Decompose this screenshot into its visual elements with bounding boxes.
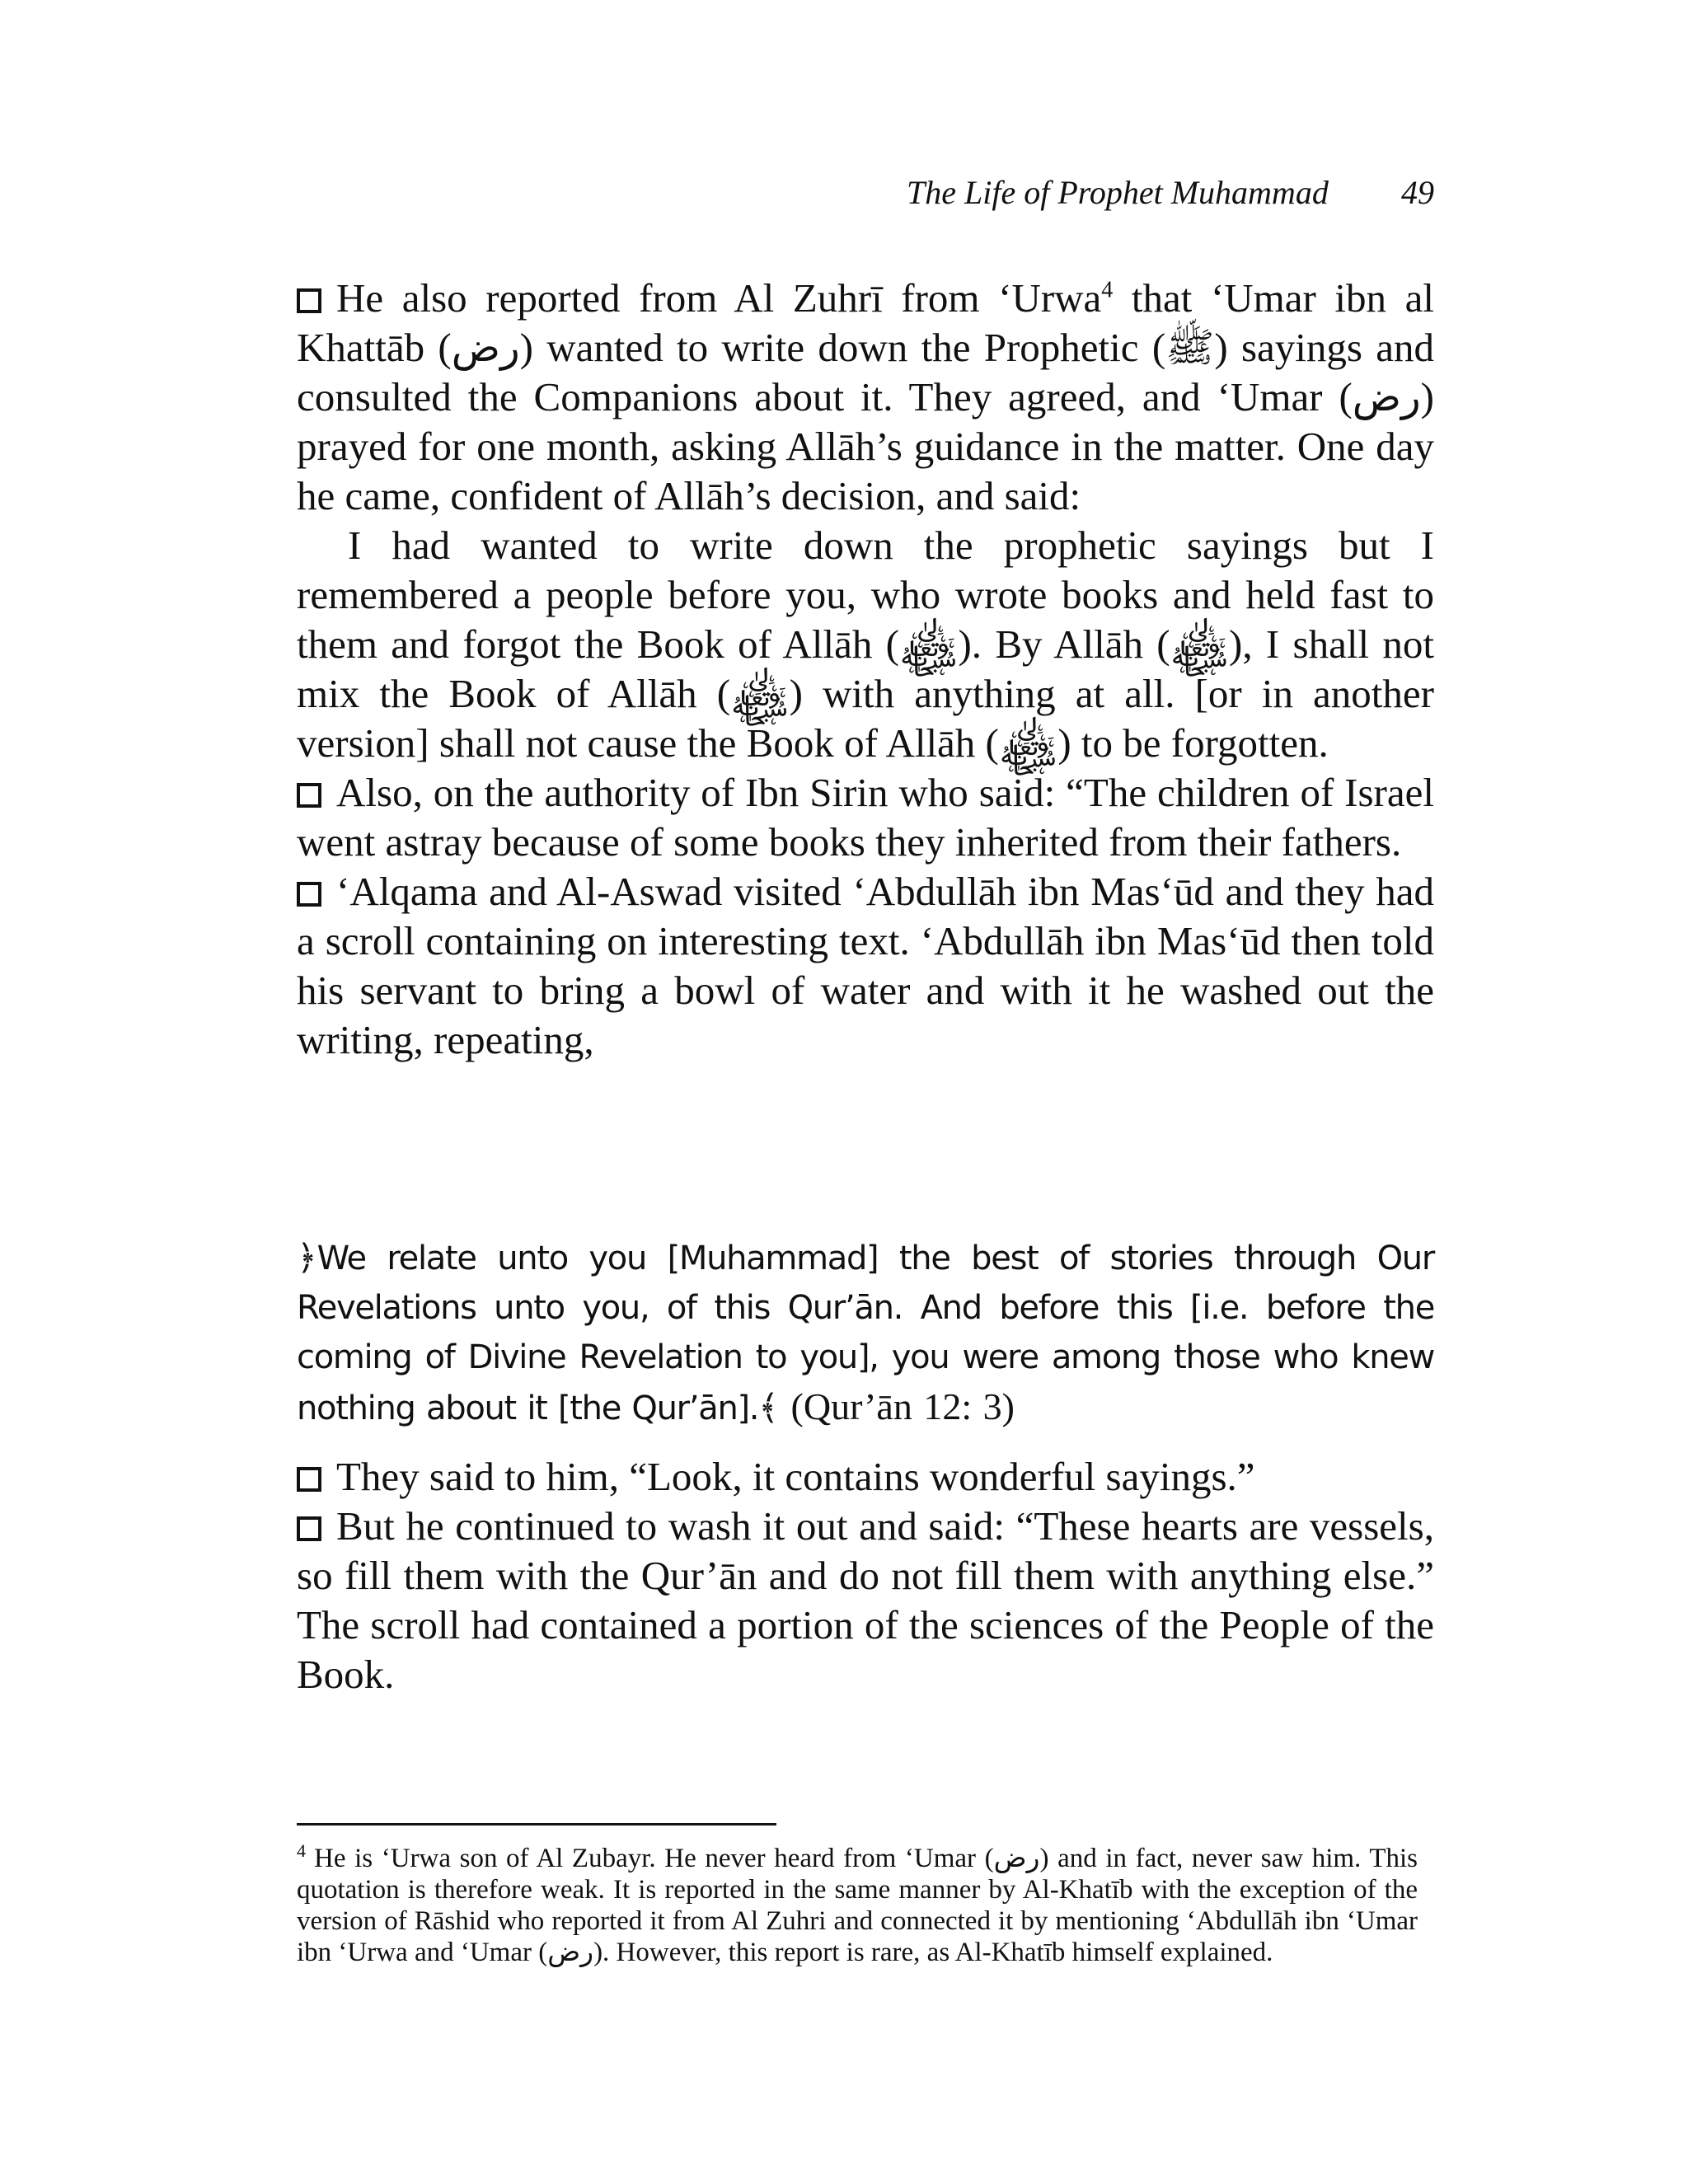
footnote-number: 4	[297, 1840, 306, 1861]
paragraph-they-said: They said to him, “Look, it contains wonderful sayings.”	[297, 1452, 1434, 1502]
checkbox-bullet-icon	[297, 1467, 321, 1492]
checkbox-bullet-icon	[297, 783, 321, 808]
paragraph-umar-quote: I had wanted to write down the prophetic sayings but I remembered a people before you, who wrote books and held fast to them and forgot the Book of Allāh (﷾). By Allāh (﷾), I shall not mix the Book of Allāh (﷾) with anything at all. [or in another version] shall not cause the Book of Allāh (﷾) to be forgotten.	[297, 523, 1434, 766]
ornate-open-bracket-icon: ﴿	[297, 1237, 317, 1277]
paragraph-zuhri-report: He also reported from Al Zuhrī from ‘Urwa$^4$ that ‘Umar ibn al Khattāb (رض) wanted to write down the Prophetic (ﷺ) sayings and consulted the Companions about it. They agreed, and ‘Umar (رض) prayed for one month, asking Allāh’s guidance in the matter. One day he came, confident of Allāh’s decision, and said:	[297, 275, 1435, 518]
footnote-divider	[297, 1823, 776, 1825]
running-header	[907, 168, 1434, 218]
paragraph-alqama: ‘Alqama and Al-Aswad visited ‘Abdullāh ibn Mas‘ūd and they had a scroll containing on interesting text. ‘Abdullāh ibn Mas‘ūd then told his servant to bring a bowl of water and with it he washed out the writing, repeating,	[297, 869, 1434, 1062]
footnote-ref: 4	[1101, 277, 1114, 303]
footnote	[297, 1840, 1418, 1968]
page-number: 49	[1401, 174, 1434, 211]
checkbox-bullet-icon	[297, 1516, 321, 1541]
main-text-lower	[297, 1452, 1434, 1699]
footnote-text: He is ‘Urwa son of Al Zubayr. He never heard from ‘Umar (رض) and in fact, never saw him. This quotation is therefore weak. It is reported in the same manner by Al-Khatīb with the exception of the version of Rāshid who reported it from Al Zuhri and connected it by mentioning ‘Abdullāh ibn ‘Umar ibn ‘Urwa and ‘Umar (رض). However, this report is rare, as Al-Khatīb himself explained.	[297, 1844, 1418, 1967]
paragraph-wash-out: But he continued to wash it out and said: “These hearts are vessels, so fill them with the Qur’ān and do not fill them with anything else.” The scroll had contained a portion of the sciences of the People of the Book.	[297, 1503, 1434, 1697]
quran-quote	[297, 1233, 1434, 1433]
book-title: The Life of Prophet Muhammad	[907, 174, 1329, 211]
main-text-upper	[297, 274, 1434, 1065]
checkbox-bullet-icon	[297, 882, 321, 907]
quran-reference: (Qur’ān 12: 3)	[790, 1385, 1015, 1427]
quran-quote-text: We relate unto you [Muhammad] the best of stories through Our Revelations unto you, of this Qur’ān. And before this [i.e. before the coming of Divine Revelation to you], you were among those who knew nothing about it [the Qur’ān].	[297, 1240, 1434, 1427]
paragraph-ibn-sirin: Also, on the authority of Ibn Sirin who said: “The children of Israel went astray because of some books they inherited from their fathers.	[297, 770, 1434, 865]
ornate-close-bracket-icon: ﴾	[758, 1387, 779, 1427]
checkbox-bullet-icon	[297, 288, 321, 313]
